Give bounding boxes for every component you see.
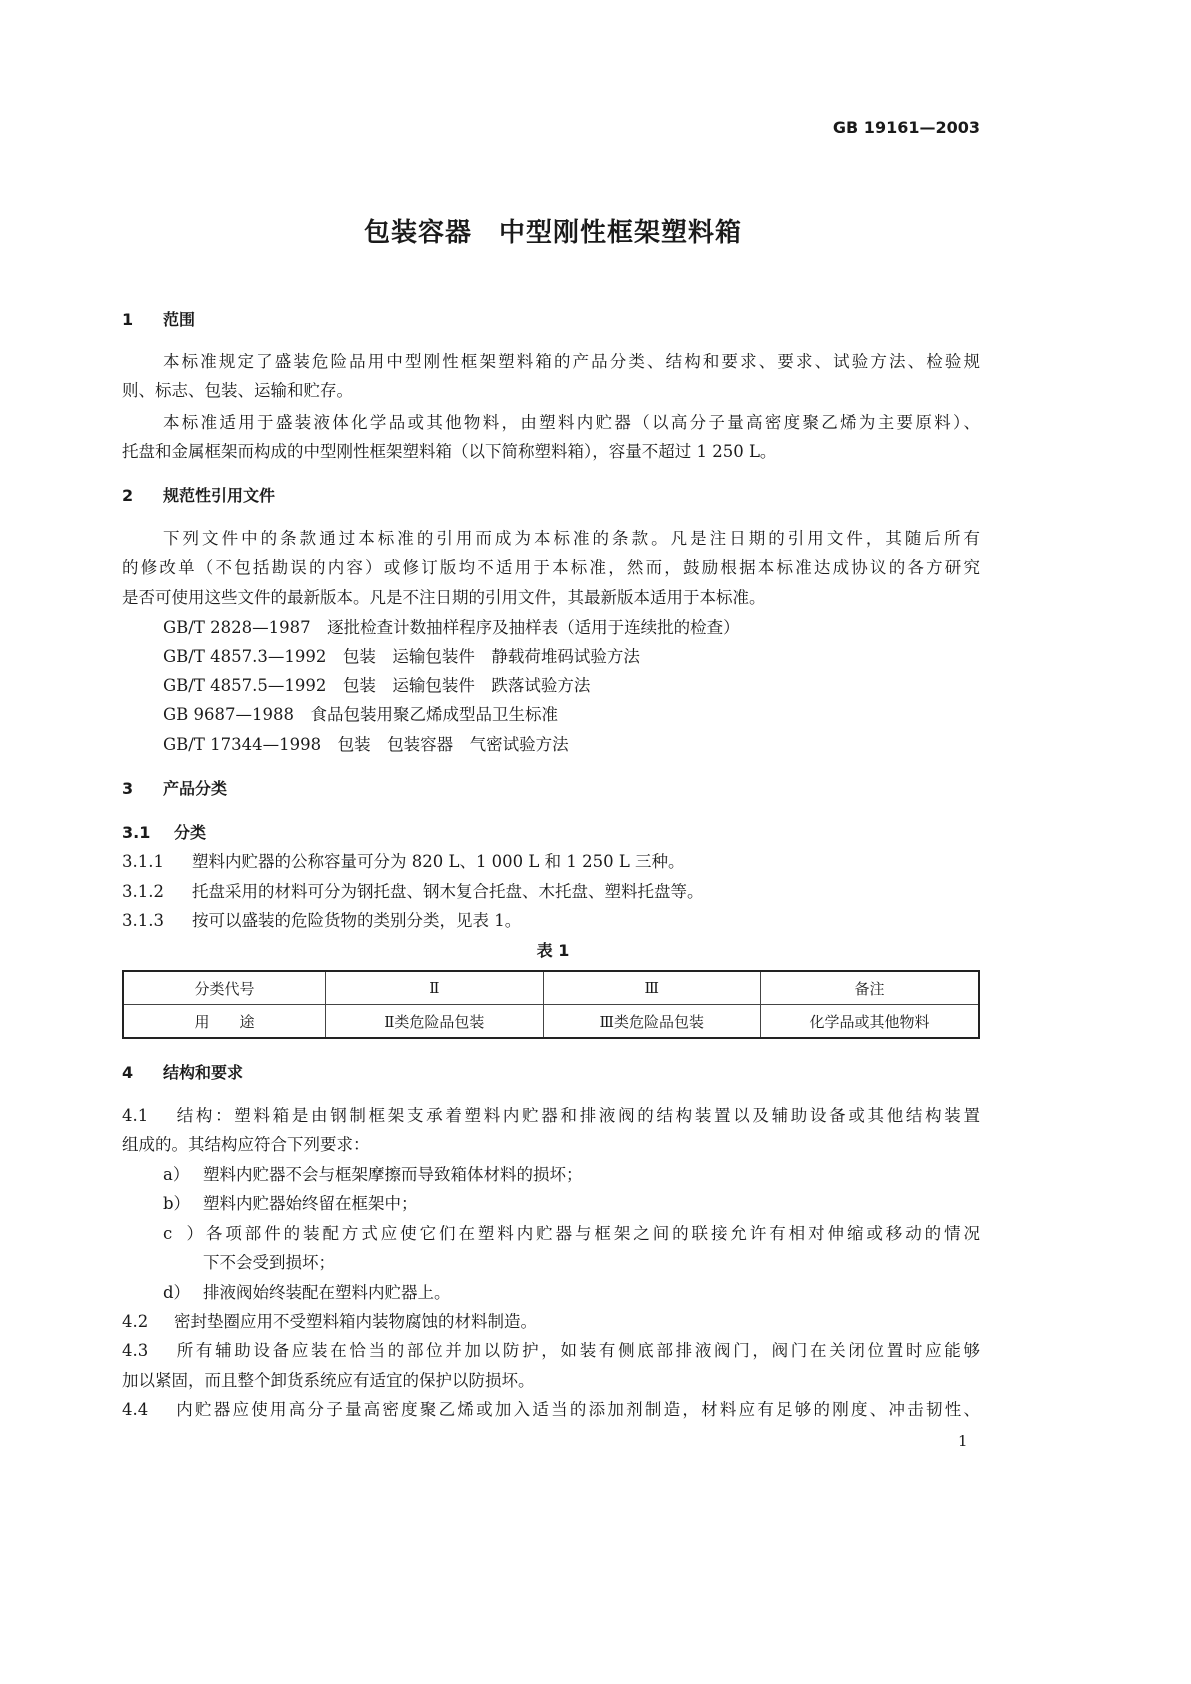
classification-table — [122, 970, 980, 1039]
table-cell: Ⅱ — [326, 971, 543, 1005]
table-cell: 用 途 — [123, 1005, 326, 1039]
document-code: GB 19161—2003 — [832, 118, 980, 137]
clause-4-1: 4.1 结构：塑料箱是由钢制框架支承着塑料内贮器和排液阀的结构装置以及辅助设备或其他结构装置 — [122, 1106, 980, 1125]
page-number: 1 — [958, 1432, 968, 1450]
paragraph-line: 本标准适用于盛装液体化学品或其他物料，由塑料内贮器（以高分子量高密度聚乙烯为主要原料）、 — [163, 413, 980, 432]
list-item: b） 塑料内贮器始终留在框架中； — [163, 1194, 418, 1213]
reference-item: GB 9687—1988 食品包装用聚乙烯成型品卫生标准 — [163, 705, 559, 724]
table-row — [123, 1005, 979, 1039]
list-item-continuation: 下不会受到损坏； — [203, 1253, 335, 1272]
table-cell: 化学品或其他物料 — [761, 1005, 979, 1039]
section-1-heading: 1 范围 — [122, 310, 196, 329]
table-cell: 分类代号 — [123, 971, 326, 1005]
table-cell: 备注 — [761, 971, 979, 1005]
list-item: a） 塑料内贮器不会与框架摩擦而导致箱体材料的损坏； — [163, 1165, 583, 1184]
paragraph-line: 的修改单（不包括勘误的内容）或修订版均不适用于本标准，然而，鼓励根据本标准达成协议的各方研究 — [122, 558, 980, 577]
table-cell: Ⅲ类危险品包装 — [543, 1005, 760, 1039]
paragraph-line: 本标准规定了盛装危险品用中型刚性框架塑料箱的产品分类、结构和要求、要求、试验方法、检验规 — [163, 352, 980, 371]
table-header-row — [123, 971, 979, 1005]
section-3-1-heading: 3.1 分类 — [122, 823, 207, 842]
paragraph-line: 托盘和金属框架而构成的中型刚性框架塑料箱（以下简称塑料箱），容量不超过 1 250 L。 — [122, 442, 777, 461]
paragraph-line: 则、标志、包装、运输和贮存。 — [122, 381, 353, 400]
table-cell: Ⅱ类危险品包装 — [326, 1005, 543, 1039]
reference-item: GB/T 2828—1987 逐批检查计数抽样程序及抽样表（适用于连续批的检查） — [163, 618, 740, 637]
paragraph-line: 下列文件中的条款通过本标准的引用而成为本标准的条款。凡是注日期的引用文件，其随后所有 — [163, 529, 980, 548]
table-caption: 表 1 — [536, 941, 570, 960]
section-4-heading: 4 结构和要求 — [122, 1063, 244, 1082]
section-2-heading: 2 规范性引用文件 — [122, 486, 276, 505]
clause-3-1-2: 3.1.2 托盘采用的材料可分为钢托盘、钢木复合托盘、木托盘、塑料托盘等。 — [122, 882, 704, 901]
clause-3-1-3: 3.1.3 按可以盛装的危险货物的类别分类，见表 1。 — [122, 911, 522, 930]
reference-item: GB/T 4857.5—1992 包装 运输包装件 跌落试验方法 — [163, 676, 591, 695]
table-cell: Ⅲ — [543, 971, 760, 1005]
page-title: 包装容器 中型刚性框架塑料箱 — [363, 218, 742, 248]
paragraph-line: 加以紧固，而且整个卸货系统应有适宜的保护以防损坏。 — [122, 1371, 535, 1390]
reference-item: GB/T 4857.3—1992 包装 运输包装件 静载荷堆码试验方法 — [163, 647, 640, 666]
list-item: d） 排液阀始终装配在塑料内贮器上。 — [163, 1283, 451, 1302]
reference-item: GB/T 17344—1998 包装 包装容器 气密试验方法 — [163, 735, 569, 754]
clause-4-3: 4.3 所有辅助设备应装在恰当的部位并加以防护，如装有侧底部排液阀门，阀门在关闭位置时应能够 — [122, 1341, 980, 1360]
section-3-heading: 3 产品分类 — [122, 779, 228, 798]
paragraph-line: 是否可使用这些文件的最新版本。凡是不注日期的引用文件，其最新版本适用于本标准。 — [122, 588, 766, 607]
clause-4-4: 4.4 内贮器应使用高分子量高密度聚乙烯或加入适当的添加剂制造，材料应有足够的刚度、冲击韧性、 — [122, 1400, 980, 1419]
clause-3-1-1: 3.1.1 塑料内贮器的公称容量可分为 820 L、1 000 L 和 1 250 L 三种。 — [122, 852, 685, 871]
list-item: c）各项部件的装配方式应使它们在塑料内贮器与框架之间的联接允许有相对伸缩或移动的情况 — [163, 1224, 980, 1243]
paragraph-line: 组成的。其结构应符合下列要求： — [122, 1135, 370, 1154]
clause-4-2: 4.2 密封垫圈应用不受塑料箱内装物腐蚀的材料制造。 — [122, 1312, 537, 1331]
